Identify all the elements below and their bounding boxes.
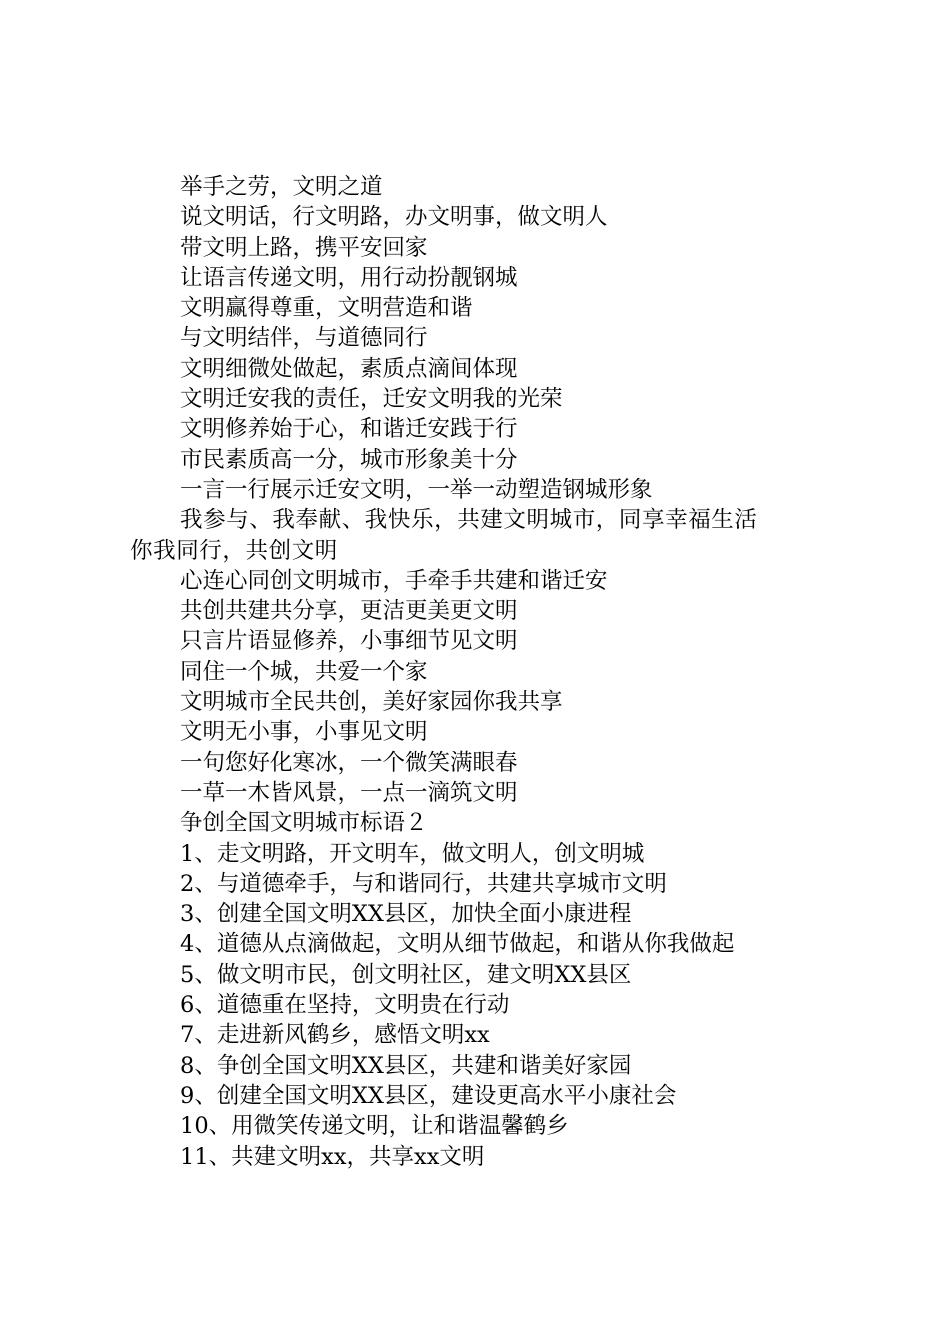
slogan-line: 同住一个城，共爱一个家 (180, 658, 428, 685)
numbered-slogan: 10、用微笑传递文明，让和谐温馨鹤乡 (180, 1113, 569, 1140)
slogan-line: 一句您好化寒冰，一个微笑满眼春 (180, 749, 518, 776)
slogan-line: 一草一木皆风景，一点一滴筑文明 (180, 779, 518, 806)
slogan-line: 与文明结伴，与道德同行 (180, 325, 428, 352)
slogan-line: 文明赢得尊重，文明营造和谐 (180, 295, 473, 322)
slogan-line: 说文明话，行文明路，办文明事，做文明人 (180, 204, 608, 231)
numbered-slogan: 4、道德从点滴做起，文明从细节做起，和谐从你我做起 (180, 931, 735, 958)
slogan-line: 带文明上路，携平安回家 (180, 234, 428, 261)
slogan-line: 一言一行展示迁安文明，一举一动塑造钢城形象 (180, 476, 653, 503)
numbered-slogan: 11、共建文明xx，共享xx文明 (180, 1143, 485, 1170)
document-body (130, 172, 840, 1172)
numbered-slogan: 8、争创全国文明XX县区，共建和谐美好家园 (180, 1052, 632, 1079)
slogan-line: 文明细微处做起，素质点滴间体现 (180, 355, 518, 382)
slogan-line: 只言片语显修养，小事细节见文明 (180, 628, 518, 655)
slogan-line-continuation: 你我同行，共创文明 (130, 537, 338, 564)
numbered-slogan: 5、做文明市民，创文明社区，建文明XX县区 (180, 961, 632, 988)
numbered-slogan: 1、走文明路，开文明车，做文明人，创文明城 (180, 840, 645, 867)
slogan-line: 文明修养始于心，和谐迁安践于行 (180, 416, 518, 443)
numbered-slogan: 6、道德重在坚持，文明贵在行动 (180, 992, 510, 1019)
slogan-paragraph-wrapped (130, 505, 840, 566)
slogan-line: 我参与、我奉献、我快乐，共建文明城市，同享幸福生活 (180, 507, 758, 534)
slogan-line: 心连心同创文明城市，手牵手共建和谐迁安 (180, 567, 608, 594)
slogan-line: 文明城市全民共创，美好家园你我共享 (180, 689, 563, 716)
section-title: 争创全国文明城市标语２ (180, 810, 428, 837)
slogan-line: 文明迁安我的责任，迁安文明我的光荣 (180, 386, 563, 413)
numbered-slogan: 3、创建全国文明XX县区，加快全面小康进程 (180, 901, 632, 928)
slogan-line: 共创共建共分享，更洁更美更文明 (180, 598, 518, 625)
numbered-slogan: 7、走进新风鹤乡，感悟文明xx (180, 1022, 490, 1049)
slogan-line: 文明无小事，小事见文明 (180, 719, 428, 746)
numbered-slogan: 9、创建全国文明XX县区，建设更高水平小康社会 (180, 1082, 677, 1109)
numbered-slogan: 2、与道德牵手，与和谐同行，共建共享城市文明 (180, 870, 667, 897)
slogan-line: 举手之劳，文明之道 (180, 174, 383, 200)
slogan-line: 市民素质高一分，城市形象美十分 (180, 446, 518, 473)
slogan-line: 让语言传递文明，用行动扮靓钢城 (180, 264, 518, 291)
